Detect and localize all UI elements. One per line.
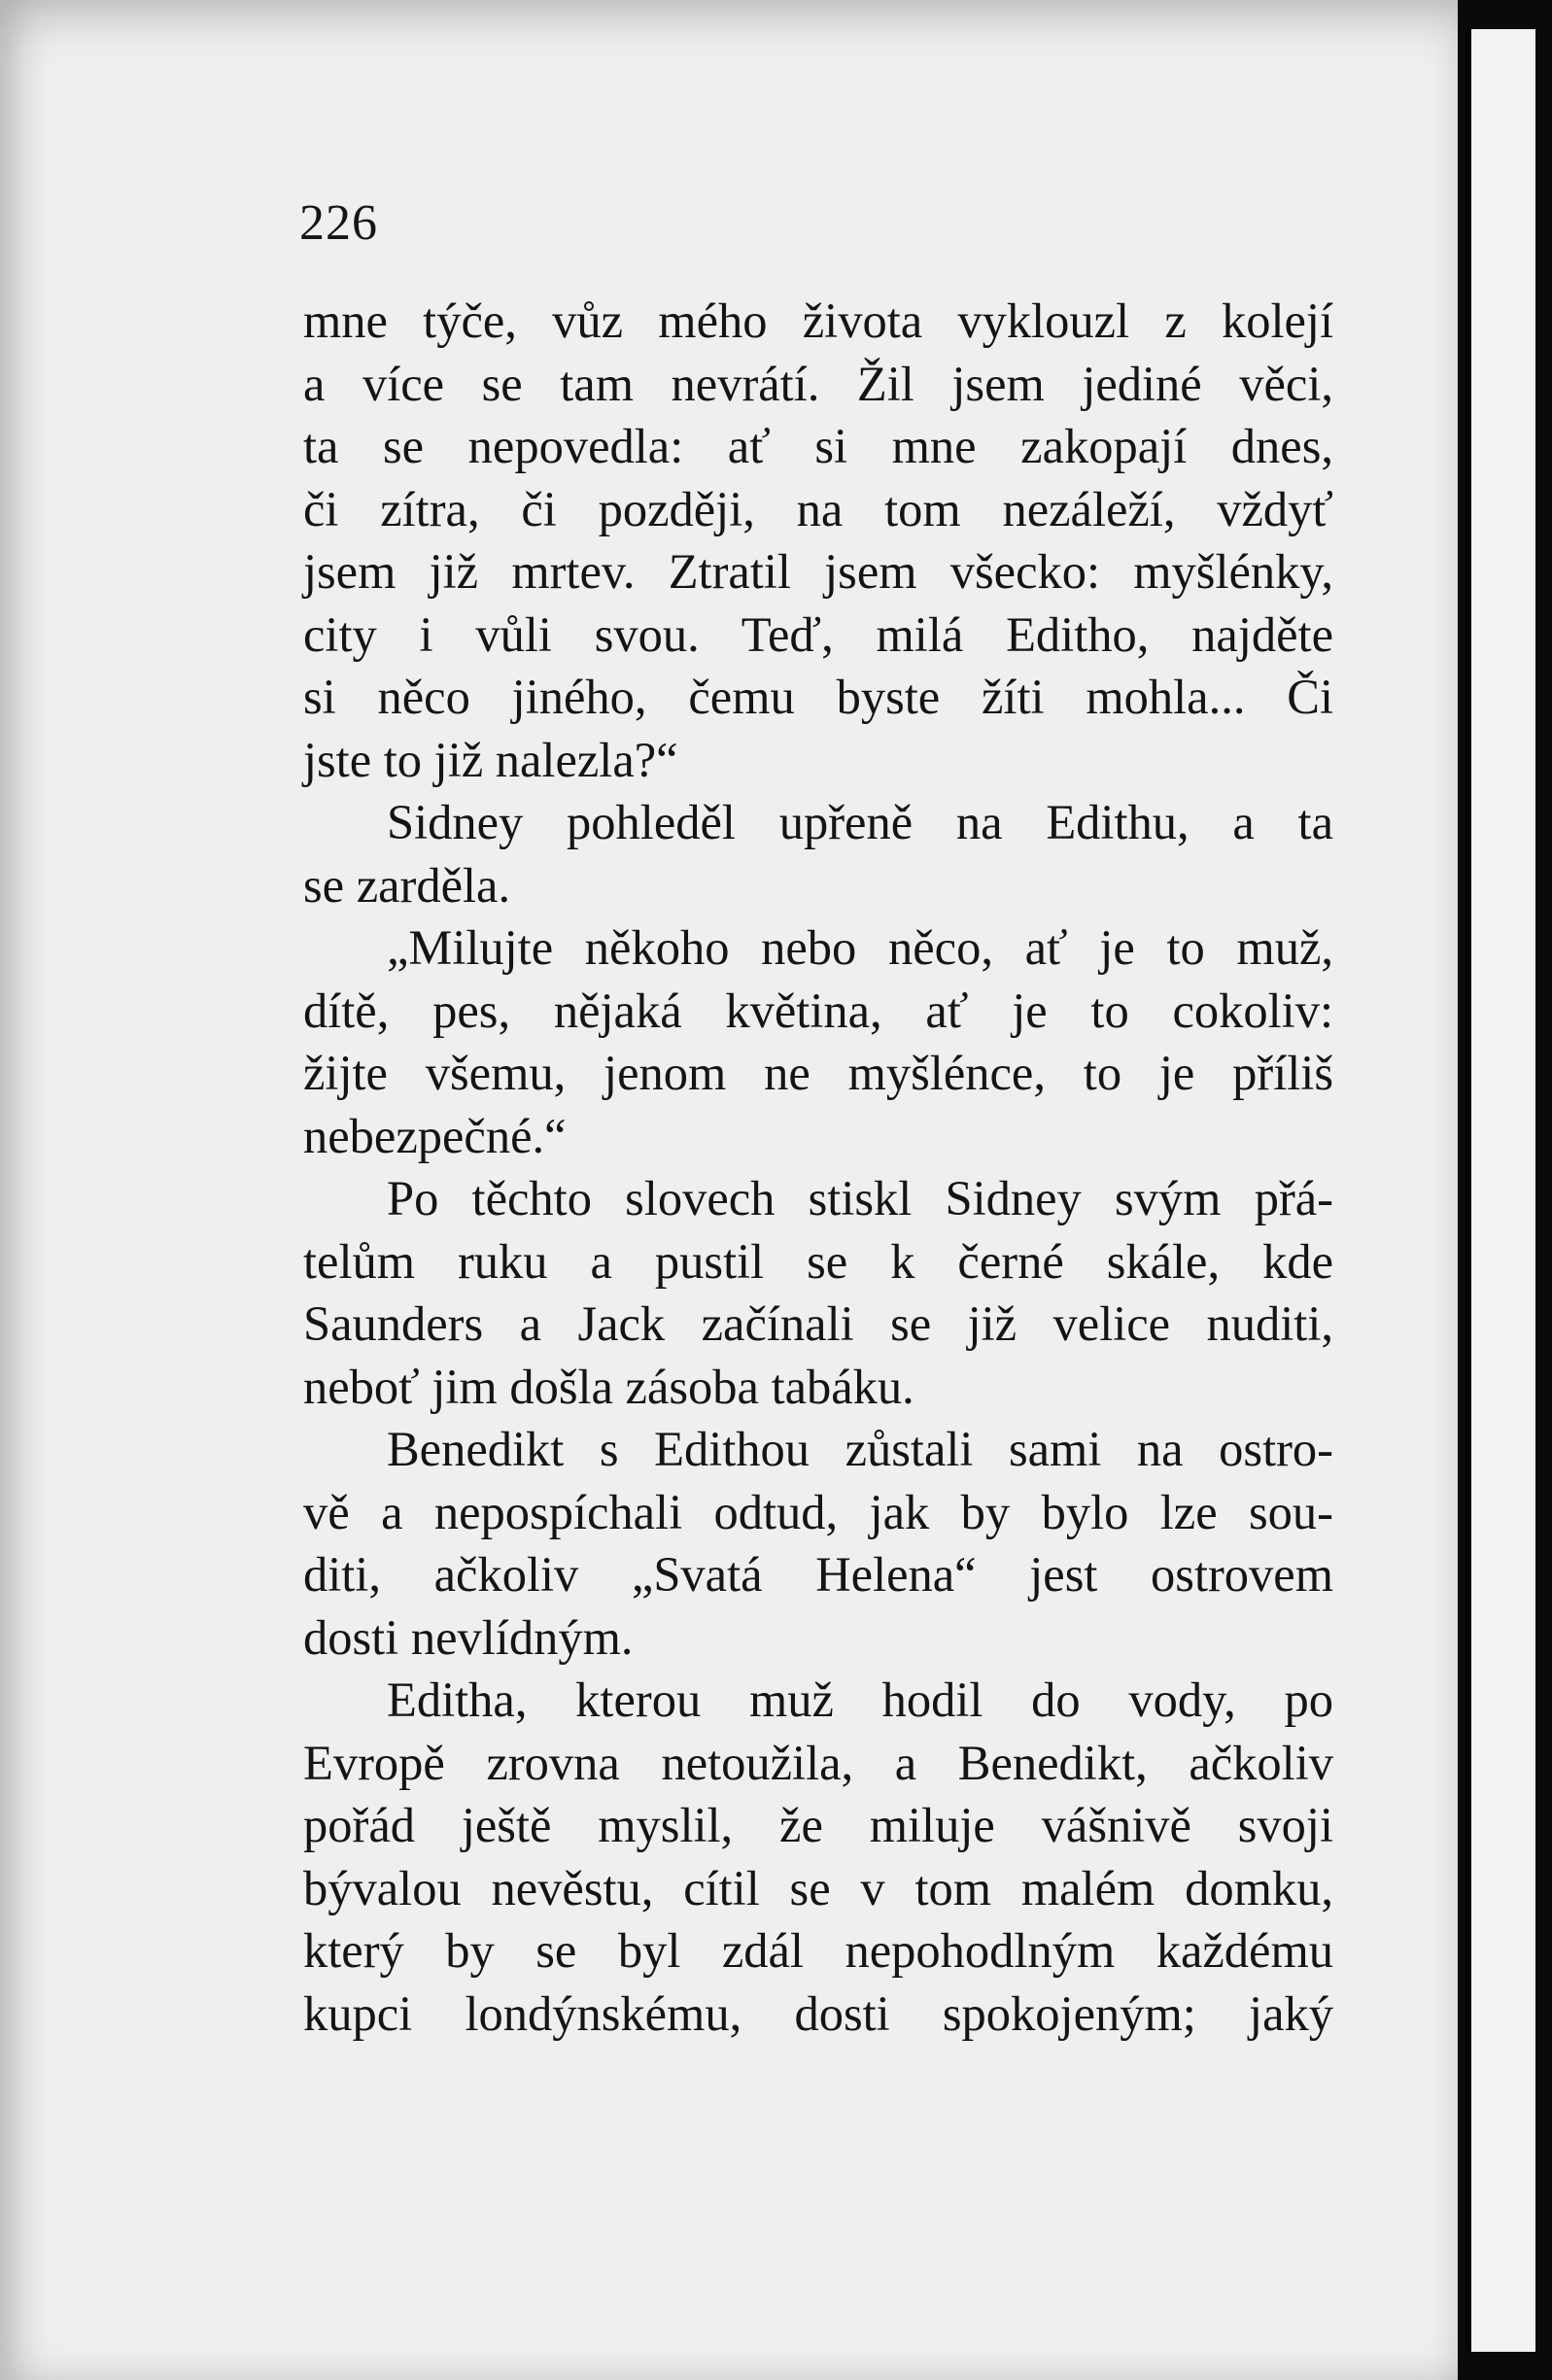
text-line: Saunders a Jack začínali se již velice nuditi,	[303, 1296, 1333, 1351]
text-line: telům ruku a pustil se k černé skále, kde	[303, 1233, 1333, 1289]
text-line: si něco jiného, čemu byste žíti mohla... Či	[303, 670, 1333, 724]
text-line: pořád ještě myslil, že miluje vášnivě svoji	[303, 1798, 1333, 1852]
text-line: city i vůli svou. Teď, milá Editho, najděte	[303, 606, 1333, 662]
text-line: Benedikt s Edithou zůstali sami na ostro-	[387, 1422, 1333, 1476]
text-line: nebezpečné.“	[303, 1108, 567, 1163]
text-line: dítě, pes, nějaká květina, ať je to cokoliv:	[303, 983, 1333, 1038]
text-line: „Milujte někoho nebo něco, ať je to muž,	[387, 920, 1333, 975]
text-line: jsem již mrtev. Ztratil jsem všecko: myšlénky,	[303, 544, 1333, 599]
text-line: dosti nevlídným.	[303, 1609, 634, 1665]
text-line: Po těchto slovech stiskl Sidney svým přá-	[387, 1171, 1333, 1225]
text-line: Editha, kterou muž hodil do vody, po	[387, 1673, 1333, 1727]
text-line: žijte všemu, jenom ne myšlénce, to je příliš	[303, 1046, 1333, 1100]
text-line: kupci londýnskému, dosti spokojeným; jaký	[303, 1985, 1333, 2041]
text-line: či zítra, či později, na tom nezáleží, vždyť	[303, 481, 1333, 536]
text-line: a více se tam nevrátí. Žil jsem jediné věci,	[303, 356, 1333, 411]
text-line: ta se nepovedla: ať si mne zakopají dnes,	[303, 419, 1333, 473]
adjacent-page-edge	[1466, 29, 1535, 2352]
text-line: který by se byl zdál nepohodlným každému	[303, 1923, 1333, 1978]
text-line: mne týče, vůz mého života vyklouzl z kolejí	[303, 293, 1333, 348]
body-text	[303, 290, 1333, 2045]
text-line: diti, ačkoliv „Svatá Helena“ jest ostrovem	[303, 1547, 1333, 1602]
text-line: se zarděla.	[303, 857, 511, 913]
text-line: bývalou nevěstu, cítil se v tom malém domku,	[303, 1860, 1333, 1915]
page-number: 226	[299, 195, 378, 251]
text-line: jste to již nalezla?“	[303, 732, 678, 787]
text-line: vě a nepospíchali odtud, jak by bylo lze sou-	[303, 1484, 1333, 1539]
text-line: Sidney pohleděl upřeně na Edithu, a ta	[387, 795, 1333, 849]
text-line: neboť jim došla zásoba tabáku.	[303, 1359, 914, 1414]
text-line: Evropě zrovna netoužila, a Benedikt, ačkoliv	[303, 1735, 1333, 1790]
